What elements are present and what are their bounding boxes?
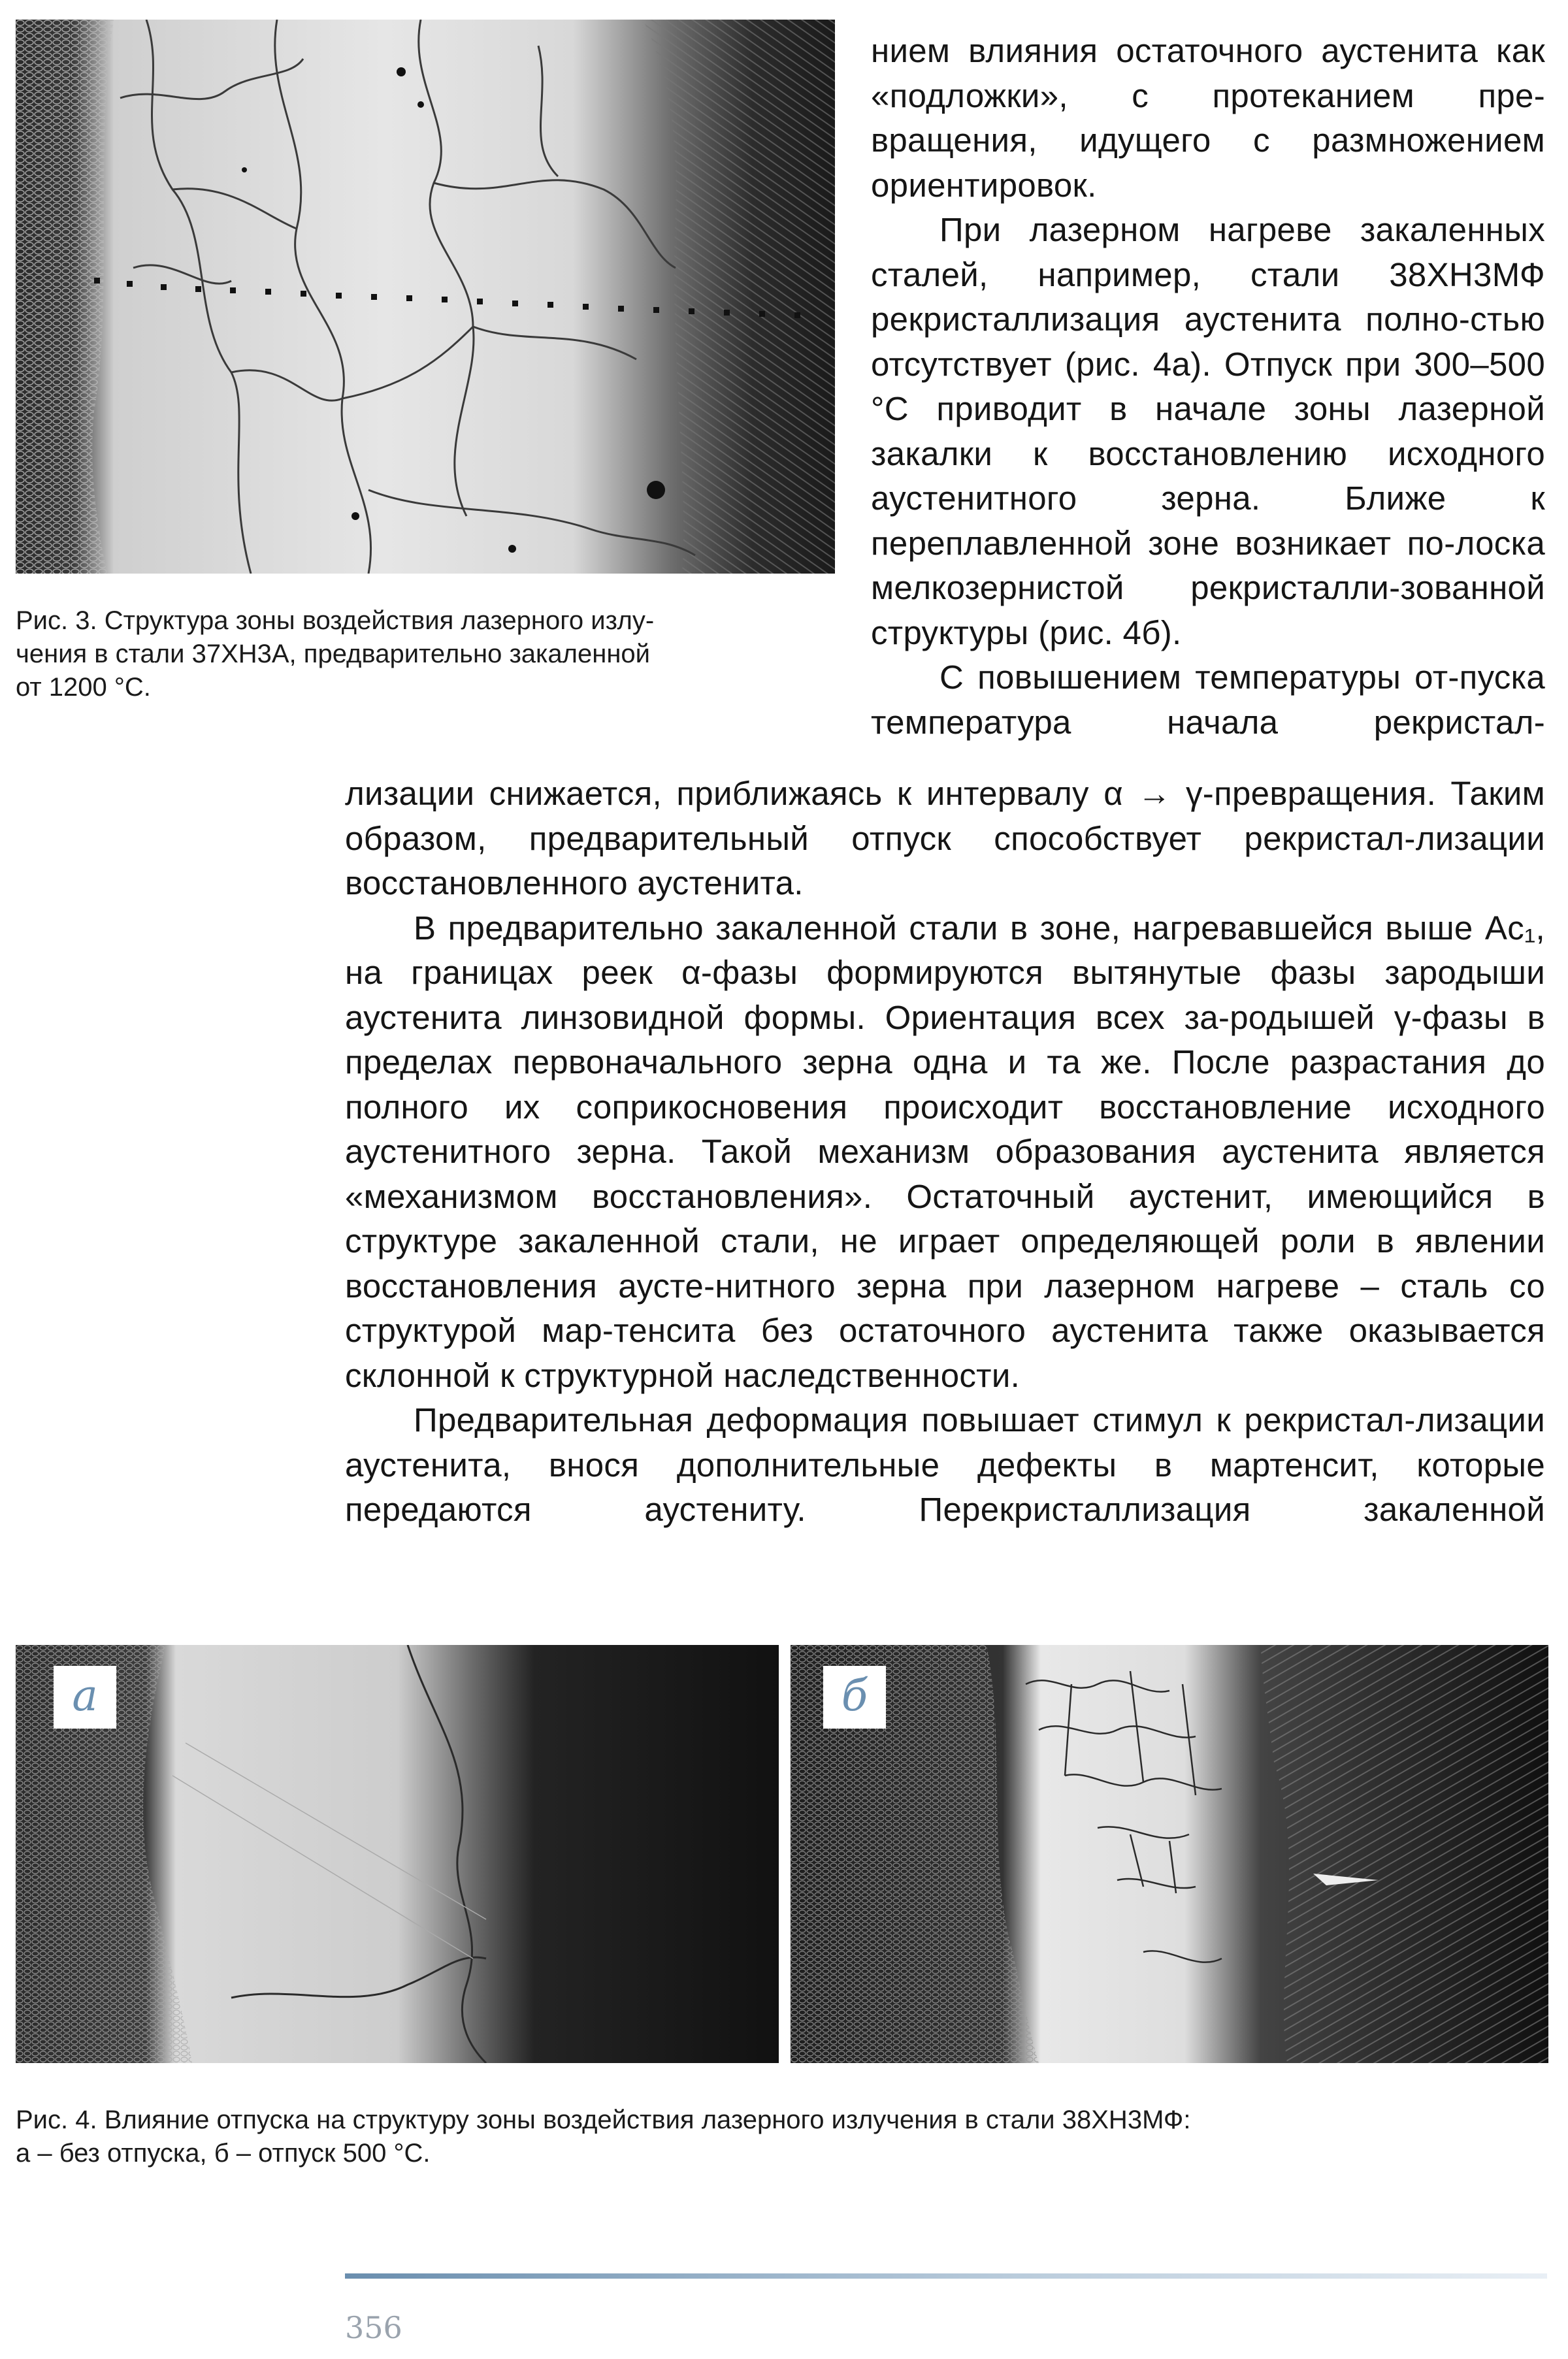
figure3-micrograph: [16, 20, 835, 574]
text-column-top: [871, 29, 1545, 745]
paragraph-main-1: лизации снижается, приближаясь к интервалу α → γ-превращения. Таким образом, предварительный отпуск способствует рекристал-лизации восстановленного аустенита.: [345, 775, 1545, 902]
figure4a-image: [16, 1645, 779, 2063]
figure3-image: [16, 20, 835, 574]
paragraph-main-3: Предварительная деформация повышает стимул к рекристал-лизации аустенита, внося дополнительные дефекты в мартенсит, которые передаются аустениту. Перекристаллизация закаленной: [345, 1401, 1545, 1528]
footer-rule: [345, 2273, 1547, 2279]
figure4a-micrograph: [16, 1645, 779, 2063]
figure4b-image: [791, 1645, 1548, 2063]
figure4a-label: а: [54, 1666, 116, 1729]
figure4b-label: б: [823, 1666, 886, 1729]
paragraph-top-1: нием влияния остаточного аустенита как «подложки», с протеканием пре-вращения, идущего с размножением ориентировок.: [871, 32, 1545, 204]
paragraph-top-2: При лазерном нагреве закаленных сталей, например, стали 38ХН3МФ рекристаллизация аустенита полно-стью отсутствует (рис. 4а). Отпуск при 300–500 °С приводит в начале зоны лазерной закалки к восстановлению исходного аустенитного зерна. Ближе к переплавленной зоне возникает по-лоска мелкозернистой рекристалли-зованной структуры (рис. 4б).: [871, 211, 1545, 651]
paragraph-top-3: С повышением температуры от-пуска температура начала рекристал-: [871, 659, 1545, 741]
figure3-caption: Рис. 3. Структура зоны воздействия лазерного излу- чения в стали 37ХН3А, предварительно закаленной от 1200 °С.: [16, 606, 655, 702]
figure4-caption: Рис. 4. Влияние отпуска на структуру зоны воздействия лазерного излучения в стали 38ХН3МФ: а – без отпуска, б – отпуск 500 °С.: [16, 2106, 1191, 2168]
paragraph-main-2: В предварительно закаленной стали в зоне, нагревавшейся выше Ac₁, на границах реек α-фазы формируются вытянутые фазы зародыши аустенита линзовидной формы. Ориентация всех за-родышей γ-фазы в пределах первоначального зерна одна и та же. После разрастания до полного их соприкосновения происходит восстановление исходного аустенитного зерна. Такой механизм образования аустенита является «механизмом восстановления». Остаточный аустенит, имеющийся в структуре закаленной стали, не играет определяющей роли в явлении восстановления аусте-нитного зерна при лазерном нагреве – сталь со структурой мар-тенсита без остаточного аустенита также оказывается склонной к структурной наследственности.: [345, 909, 1545, 1394]
text-main: [345, 772, 1545, 1533]
figure4b-micrograph: [791, 1645, 1548, 2063]
page-number: 356: [345, 2310, 402, 2345]
